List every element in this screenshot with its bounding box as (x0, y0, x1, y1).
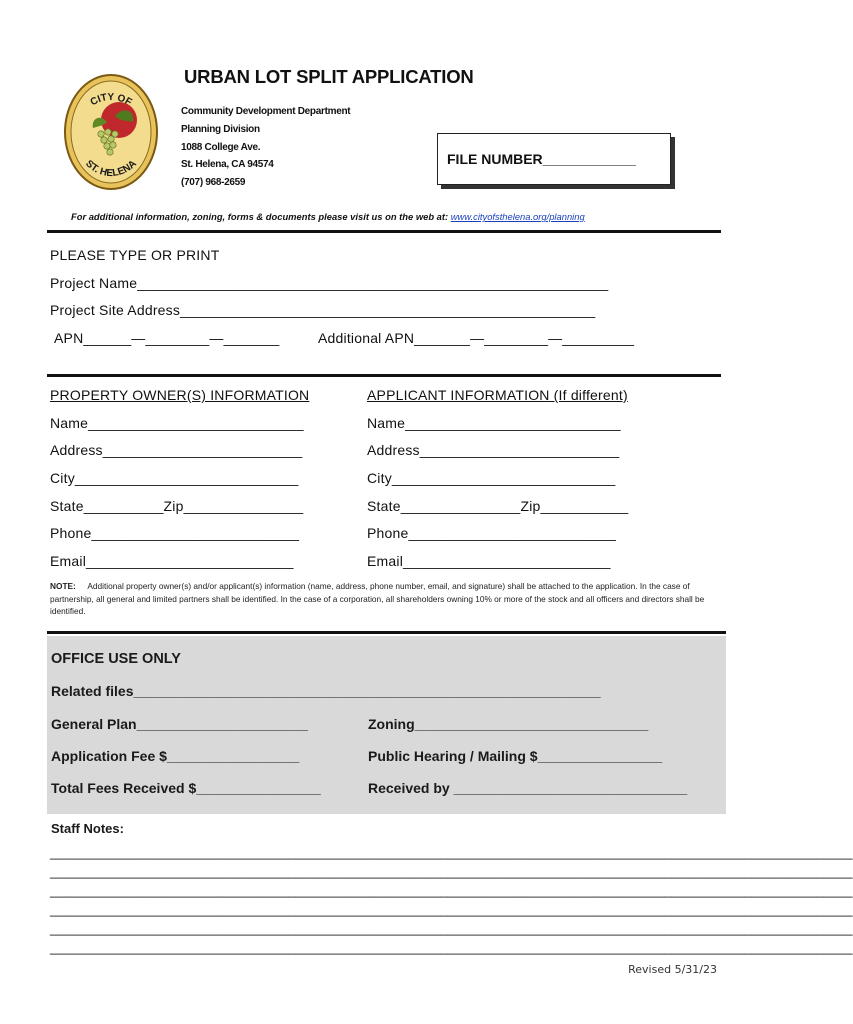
staff-notes-line-5[interactable]: _______________________________________________________________________________________________________________ (50, 921, 853, 936)
applicant-state-zip-field[interactable]: State_______________Zip___________ (367, 498, 629, 514)
planning-website-link[interactable]: www.cityofsthelena.org/planning (450, 211, 585, 222)
city-seal-icon (63, 72, 159, 192)
owner-address-field[interactable]: Address_________________________ (50, 442, 303, 458)
applicant-address-field[interactable]: Address_________________________ (367, 442, 620, 458)
owner-info-heading: PROPERTY OWNER(S) INFORMATION (50, 387, 310, 403)
staff-notes-line-6[interactable]: _______________________________________________________________________________________________________________ (50, 940, 853, 955)
svg-text:ST. HELENA: ST. HELENA (83, 158, 139, 180)
applicant-city-field[interactable]: City____________________________ (367, 470, 616, 486)
owner-city-field[interactable]: City____________________________ (50, 470, 299, 486)
division-line: Planning Division (181, 123, 260, 135)
file-number-box[interactable] (437, 133, 671, 185)
file-number-label: FILE NUMBER____________ (447, 151, 637, 167)
svg-text:CITY OF: CITY OF (88, 91, 134, 109)
owner-name-field[interactable]: Name___________________________ (50, 415, 304, 431)
note-text: Additional property owner(s) and/or applicant(s) information (name, address, phone number, email, and signature) shall be attached to the application. In the case of partnership, all general and limited partners shall be identified. In the case of a corporation, all shareholders owning 10% or more of the stock and all officers and directors shall be identified. (50, 581, 705, 616)
application-fee-field[interactable]: Application Fee $_________________ (51, 748, 300, 764)
project-name-field[interactable]: Project Name___________________________________________________________ (50, 275, 609, 291)
type-or-print-instruction: PLEASE TYPE OR PRINT (50, 247, 220, 263)
public-hearing-mailing-field[interactable]: Public Hearing / Mailing $________________ (368, 748, 663, 764)
owner-email-field[interactable]: Email__________________________ (50, 553, 294, 569)
zoning-field[interactable]: Zoning______________________________ (368, 716, 649, 732)
note-label: NOTE: (50, 581, 76, 591)
apn-field[interactable]: APN______—________—_______ (54, 330, 280, 346)
street-line: 1088 College Ave. (181, 141, 261, 153)
section-divider (47, 230, 721, 233)
city-state-line: St. Helena, CA 94574 (181, 159, 274, 171)
applicant-heading-note: (If different) (549, 387, 628, 403)
note-paragraph (50, 580, 720, 618)
applicant-name-field[interactable]: Name___________________________ (367, 415, 621, 431)
office-use-heading: OFFICE USE ONLY (51, 651, 181, 667)
section-divider (47, 631, 726, 634)
applicant-phone-field[interactable]: Phone__________________________ (367, 525, 617, 541)
owner-phone-field[interactable]: Phone__________________________ (50, 525, 300, 541)
related-files-field[interactable]: Related files____________________________________________________________ (51, 683, 601, 699)
department-line: Community Development Department (181, 106, 351, 117)
general-plan-field[interactable]: General Plan______________________ (51, 716, 308, 732)
applicant-info-heading (367, 387, 628, 403)
form-title: URBAN LOT SPLIT APPLICATION (184, 66, 474, 87)
total-fees-received-field[interactable]: Total Fees Received $________________ (51, 780, 321, 796)
staff-notes-line-4[interactable]: _______________________________________________________________________________________________________________ (50, 902, 853, 917)
applicant-email-field[interactable]: Email__________________________ (367, 553, 611, 569)
web-info (71, 211, 585, 222)
additional-apn-field[interactable]: Additional APN_______—________—_________ (318, 330, 635, 346)
section-divider (47, 374, 721, 377)
applicant-heading-text: APPLICANT INFORMATION (367, 387, 550, 403)
city-seal-logo (63, 72, 159, 192)
project-site-address-field[interactable]: Project Site Address____________________________________________________ (50, 302, 596, 318)
phone-line: (707) 968-2659 (181, 177, 246, 189)
staff-notes-line-3[interactable]: _______________________________________________________________________________________________________________ (50, 883, 853, 898)
staff-notes-line-2[interactable]: _______________________________________________________________________________________________________________ (50, 864, 853, 879)
staff-notes-line-1[interactable]: _______________________________________________________________________________________________________________ (50, 845, 853, 860)
owner-state-zip-field[interactable]: State__________Zip_______________ (50, 498, 304, 514)
received-by-field[interactable]: Received by ______________________________ (368, 780, 688, 796)
staff-notes-label: Staff Notes: (51, 821, 124, 836)
web-info-text: For additional information, zoning, forms & documents please visit us on the web at: (71, 211, 451, 222)
revision-date: Revised 5/31/23 (628, 963, 717, 976)
department-info (181, 103, 350, 192)
